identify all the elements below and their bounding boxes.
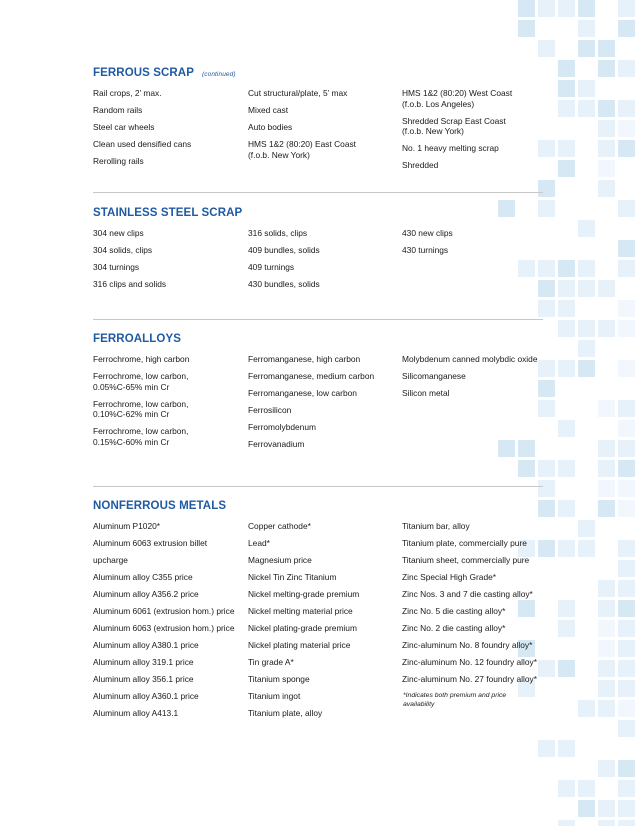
section-title-text: STAINLESS STEEL SCRAP	[93, 207, 243, 219]
list-item: Aluminum alloy A360.1 price	[93, 691, 199, 701]
list-item: Aluminum alloy 356.1 price	[93, 674, 194, 684]
background-square	[538, 460, 555, 477]
list-item: Clean used densified cans	[93, 139, 192, 149]
list-item: Ferrochrome, low carbon, 0.10%C-62% min Cr	[93, 398, 189, 419]
background-square	[618, 780, 635, 797]
background-square	[558, 460, 575, 477]
background-square	[618, 20, 635, 37]
list-item: 316 clips and solids	[93, 279, 167, 289]
list-item: Copper cathode*	[248, 521, 311, 531]
column-2	[248, 228, 398, 296]
background-square	[598, 800, 615, 817]
background-square	[538, 0, 555, 17]
background-square	[578, 520, 595, 537]
background-square	[578, 100, 595, 117]
list-item: Aluminum P1020*	[93, 521, 161, 531]
section-title	[93, 207, 548, 219]
section-nonferrous-metals	[93, 500, 548, 718]
list-item: Nickel plating material price	[248, 640, 351, 650]
background-square	[598, 700, 615, 717]
background-square	[578, 320, 595, 337]
list-item: Tin grade A*	[248, 657, 294, 667]
section-title-text: FERROALLOYS	[93, 333, 181, 345]
section-title-text: NONFERROUS METALS	[93, 500, 227, 512]
section-title	[93, 500, 548, 512]
list-item: Aluminum alloy A380.1 price	[93, 640, 199, 650]
background-square	[618, 420, 635, 437]
list-item: Shredded Scrap East Coast (f.o.b. New York)	[402, 115, 506, 136]
background-square	[598, 40, 615, 57]
list-item: 409 turnings	[248, 262, 295, 272]
background-square	[598, 680, 615, 697]
list-item: Shredded	[402, 160, 439, 170]
background-square	[618, 540, 635, 557]
background-square	[618, 320, 635, 337]
background-square	[578, 780, 595, 797]
list-item: Silicon metal	[402, 388, 450, 398]
background-square	[558, 420, 575, 437]
section-stainless-steel-scrap	[93, 207, 548, 289]
list-item: Nickel Tin Zinc Titanium	[248, 572, 337, 582]
column-3	[402, 88, 552, 177]
background-square	[558, 300, 575, 317]
background-square	[598, 760, 615, 777]
list-item: Nickel plating-grade premium	[248, 623, 357, 633]
list-item: Ferrosilicon	[248, 405, 292, 415]
list-item: Titanium sponge	[248, 674, 310, 684]
background-square	[618, 480, 635, 497]
background-square	[518, 260, 535, 277]
column-1	[93, 228, 243, 296]
background-square	[518, 460, 535, 477]
list-item: Rail crops, 2’ max.	[93, 88, 162, 98]
list-item: Ferromanganese, high carbon	[248, 354, 361, 364]
background-square	[618, 460, 635, 477]
background-square	[558, 260, 575, 277]
column-1	[93, 354, 243, 454]
list-item: HMS 1&2 (80:20) East Coast (f.o.b. New York)	[248, 139, 356, 160]
background-square	[558, 620, 575, 637]
background-square	[618, 360, 635, 377]
section-title-text: FERROUS SCRAP	[93, 67, 194, 79]
list-item: Aluminum alloy A413.1	[93, 708, 179, 718]
list-item: Titanium sheet, commercially pure	[402, 555, 530, 565]
list-item: 430 new clips	[402, 228, 453, 238]
background-square	[538, 280, 555, 297]
column-3	[402, 228, 552, 262]
section-title	[93, 333, 548, 345]
list-item: Rerolling rails	[93, 156, 144, 166]
section-ferrous-scrap	[93, 67, 548, 170]
background-square	[558, 600, 575, 617]
background-square	[598, 460, 615, 477]
background-square	[618, 100, 635, 117]
background-square	[578, 700, 595, 717]
background-square	[618, 620, 635, 637]
background-square	[598, 400, 615, 417]
background-square	[598, 180, 615, 197]
background-square	[538, 180, 555, 197]
list-item: Ferromanganese, medium carbon	[248, 371, 375, 381]
background-square	[598, 60, 615, 77]
background-square	[578, 800, 595, 817]
background-square	[578, 340, 595, 357]
background-square	[518, 0, 535, 17]
column-3	[402, 354, 552, 405]
background-square	[578, 280, 595, 297]
list-item: Nickel melting material price	[248, 606, 353, 616]
background-square	[558, 540, 575, 557]
background-square	[618, 820, 635, 826]
list-item: Aluminum alloy A356.2 price	[93, 589, 199, 599]
background-square	[618, 560, 635, 577]
list-item: Silicomanganese	[402, 371, 466, 381]
background-square	[578, 0, 595, 17]
background-square	[578, 260, 595, 277]
background-square	[558, 140, 575, 157]
background-square	[618, 760, 635, 777]
background-square	[618, 800, 635, 817]
list-item: 430 bundles, solids	[248, 279, 320, 289]
list-item: Zinc Special High Grade*	[402, 572, 497, 582]
background-square	[538, 300, 555, 317]
background-square	[598, 660, 615, 677]
background-square	[578, 360, 595, 377]
background-square	[618, 140, 635, 157]
list-item: Zinc-aluminum No. 12 foundry alloy*	[402, 657, 537, 667]
background-square	[598, 280, 615, 297]
background-square	[598, 580, 615, 597]
background-square	[618, 240, 635, 257]
background-square	[558, 160, 575, 177]
background-square	[558, 820, 575, 826]
background-square	[618, 260, 635, 277]
list-item: Auto bodies	[248, 122, 293, 132]
background-square	[598, 100, 615, 117]
list-item: Ferrovanadium	[248, 439, 305, 449]
column-2	[248, 88, 398, 167]
background-square	[598, 640, 615, 657]
background-square	[618, 300, 635, 317]
list-item: Titanium plate, commercially pure	[402, 538, 527, 548]
background-square	[558, 320, 575, 337]
background-square	[578, 540, 595, 557]
background-square	[558, 780, 575, 797]
list-item: Aluminum alloy 319.1 price	[93, 657, 194, 667]
list-item: 409 bundles, solids	[248, 245, 320, 255]
list-item: Molybdenum canned molybdic oxide	[402, 354, 538, 364]
background-square	[598, 480, 615, 497]
background-square	[558, 60, 575, 77]
background-square	[518, 20, 535, 37]
background-square	[598, 140, 615, 157]
list-item: Mixed cast	[248, 105, 289, 115]
list-item: Zinc No. 5 die casting alloy*	[402, 606, 506, 616]
list-item: upcharge	[93, 555, 128, 565]
list-item: Steel car wheels	[93, 122, 155, 132]
background-square	[618, 60, 635, 77]
list-item: Aluminum 6063 (extrusion hom.) price	[93, 623, 235, 633]
section-divider	[93, 486, 543, 487]
background-square	[598, 320, 615, 337]
column-3-items	[402, 521, 552, 685]
list-item: Ferrochrome, low carbon, 0.15%C-60% min Cr	[93, 426, 189, 447]
list-item: 304 turnings	[93, 262, 140, 272]
background-square	[558, 80, 575, 97]
list-item: Titanium ingot	[248, 691, 301, 701]
background-square	[578, 20, 595, 37]
column-1	[93, 521, 243, 725]
background-square	[538, 480, 555, 497]
background-square	[618, 700, 635, 717]
background-square	[618, 660, 635, 677]
list-item: Aluminum alloy C355 price	[93, 572, 193, 582]
background-square	[558, 500, 575, 517]
background-square	[598, 500, 615, 517]
column-1	[93, 88, 243, 173]
list-item: 304 solids, clips	[93, 245, 153, 255]
background-square	[558, 660, 575, 677]
list-item: Zinc-aluminum No. 8 foundry alloy*	[402, 640, 533, 650]
background-square	[598, 620, 615, 637]
section-subtitle: (continued)	[201, 71, 236, 78]
background-square	[618, 200, 635, 217]
list-item: Ferrochrome, high carbon	[93, 354, 190, 364]
list-item: Lead*	[248, 538, 270, 548]
list-item: Aluminum 6063 extrusion billet	[93, 538, 208, 548]
background-square	[618, 500, 635, 517]
background-square	[578, 80, 595, 97]
list-item: 304 new clips	[93, 228, 144, 238]
section-divider	[93, 192, 543, 193]
background-square	[598, 120, 615, 137]
list-item: Nickel melting-grade premium	[248, 589, 360, 599]
background-square	[618, 120, 635, 137]
list-item: Titanium plate, alloy	[248, 708, 323, 718]
list-item: No. 1 heavy melting scrap	[402, 143, 499, 153]
list-item: Zinc-aluminum No. 27 foundry alloy*	[402, 674, 537, 684]
background-square	[598, 160, 615, 177]
section-divider	[93, 319, 543, 320]
list-item: Ferrochrome, low carbon, 0.05%C-65% min Cr	[93, 371, 189, 392]
list-item: Aluminum 6061 (extrusion hom.) price	[93, 606, 235, 616]
list-item: Random rails	[93, 105, 143, 115]
list-item: Ferromolybdenum	[248, 422, 316, 432]
list-item: Ferromanganese, low carbon	[248, 388, 357, 398]
column-2	[248, 354, 398, 456]
background-square	[618, 600, 635, 617]
background-square	[518, 440, 535, 457]
column-2	[248, 521, 398, 725]
background-square	[578, 220, 595, 237]
list-item: Zinc Nos. 3 and 7 die casting alloy*	[402, 589, 533, 599]
list-item: Cut structural/plate, 5’ max	[248, 88, 348, 98]
background-square	[498, 440, 515, 457]
background-square	[618, 580, 635, 597]
section-title	[93, 67, 548, 79]
list-item: HMS 1&2 (80:20) West Coast (f.o.b. Los Angeles)	[402, 88, 513, 109]
background-square	[618, 400, 635, 417]
background-square	[538, 40, 555, 57]
background-square	[618, 720, 635, 737]
background-square	[578, 40, 595, 57]
background-square	[558, 100, 575, 117]
background-square	[598, 440, 615, 457]
background-square	[558, 360, 575, 377]
background-square	[558, 280, 575, 297]
background-square	[538, 260, 555, 277]
list-item: 430 turnings	[402, 245, 449, 255]
background-square	[598, 820, 615, 826]
list-item: 316 solids, clips	[248, 228, 308, 238]
background-square	[558, 740, 575, 757]
background-square	[618, 640, 635, 657]
list-item: Magnesium price	[248, 555, 312, 565]
background-square	[598, 600, 615, 617]
list-item: Titanium bar, alloy	[402, 521, 470, 531]
background-square	[618, 0, 635, 17]
list-item: Zinc No. 2 die casting alloy*	[402, 623, 506, 633]
background-square	[618, 680, 635, 697]
background-square	[558, 0, 575, 17]
background-square	[538, 740, 555, 757]
column-3	[402, 521, 552, 709]
background-square	[618, 440, 635, 457]
footnote: *Indicates both premium and price availability	[403, 692, 507, 708]
section-ferroalloys	[93, 333, 548, 449]
